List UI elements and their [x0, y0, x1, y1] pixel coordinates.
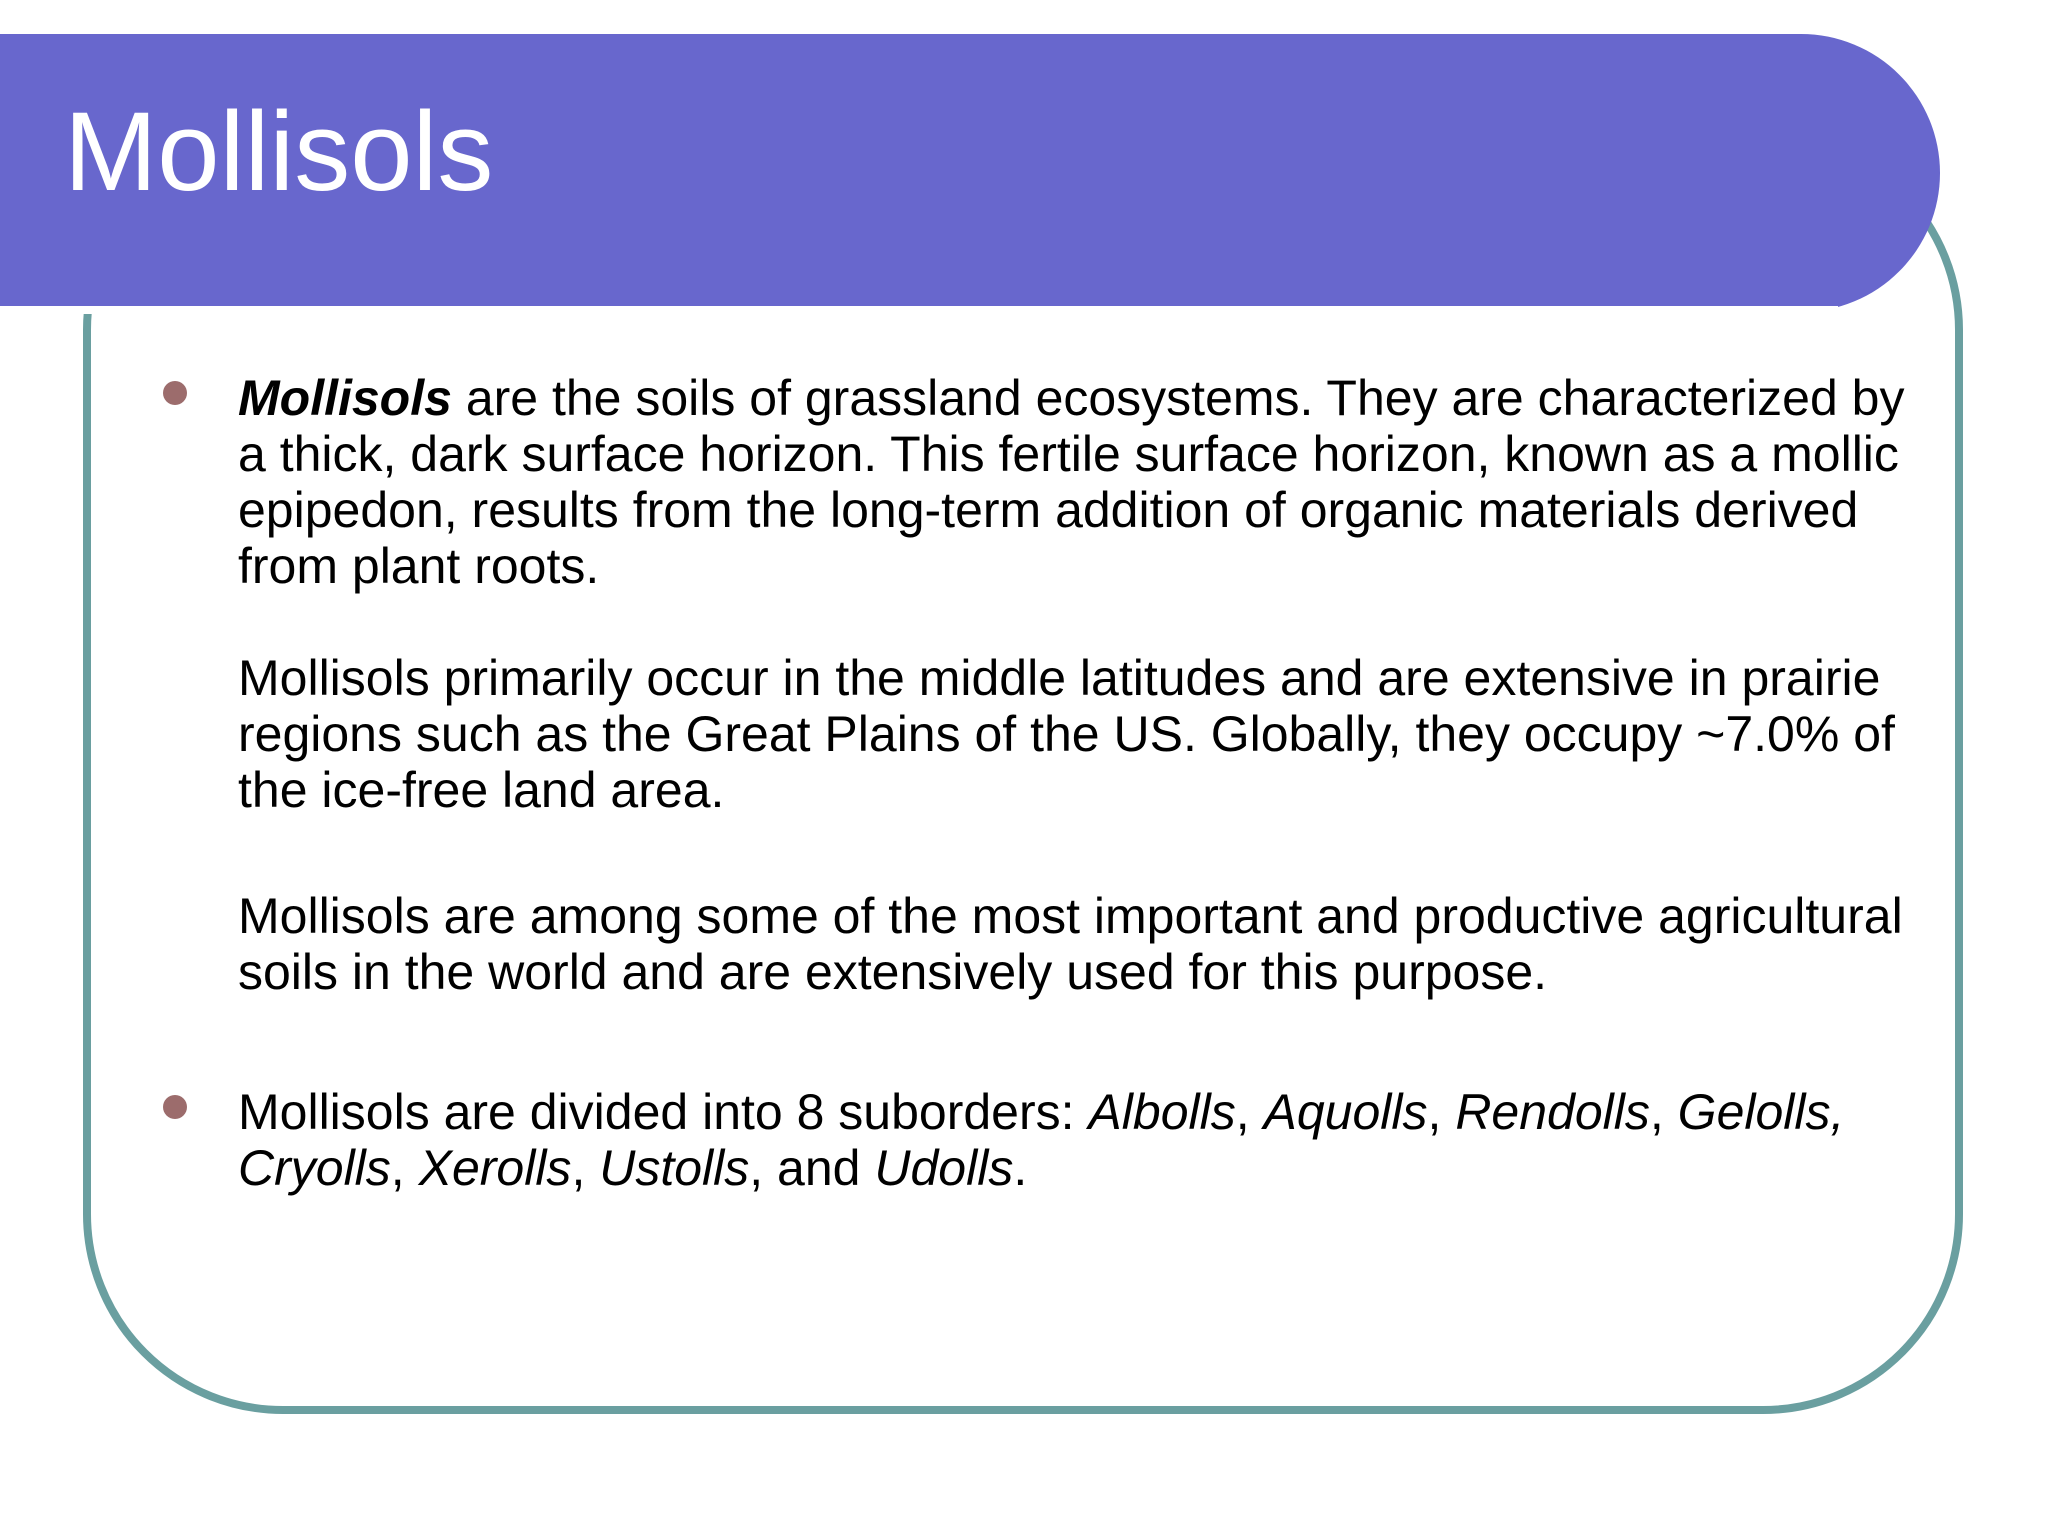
bullet-item-suborders: [238, 1084, 1918, 1196]
suborder-albolls: Albolls: [1088, 1084, 1236, 1140]
definition-paragraph: [238, 370, 1918, 594]
suborder-xerolls: Xerolls: [418, 1140, 572, 1196]
bullet-dot: [163, 1095, 187, 1119]
suborders-paragraph: Mollisols are divided into 8 suborders: Albolls, Aquolls, Rendolls, Gelolls, Cryolls, Xerolls, Ustolls, and Udolls.: [238, 1084, 1845, 1196]
slide-title: Mollisols: [64, 89, 494, 214]
mollisols-term: Mollisols: [238, 370, 452, 426]
slide-body: [238, 370, 1918, 1196]
suborder-gelolls-cryolls: Gelolls, Cryolls: [238, 1084, 1845, 1196]
suborder-ustolls: Ustolls: [599, 1140, 750, 1196]
suborder-aquolls: Aquolls: [1263, 1084, 1428, 1140]
suborder-rendolls: Rendolls: [1455, 1084, 1650, 1140]
bullet-item-definition: [238, 370, 1918, 594]
suborders-intro: Mollisols are divided into 8 suborders:: [238, 1084, 1089, 1140]
bullet-dot: [163, 381, 187, 405]
definition-text: are the soils of grassland ecosystems. They are characterized by a thick, dark surface horizon. This fertile surface horizon, known as a mollic epipedon, results from the long-term addition of organic materials derived from plant roots.: [238, 370, 1905, 594]
agriculture-paragraph: Mollisols are among some of the most important and productive agricultural soils in the world and are extensively used for this purpose.: [238, 888, 1903, 1000]
title-underline: [0, 306, 1838, 314]
distribution-paragraph: Mollisols primarily occur in the middle latitudes and are extensive in prairie regions such as the Great Plains of the US. Globally, they occupy ~7.0% of the ice-free land area.: [238, 650, 1895, 818]
suborder-udolls: Udolls: [874, 1140, 1014, 1196]
